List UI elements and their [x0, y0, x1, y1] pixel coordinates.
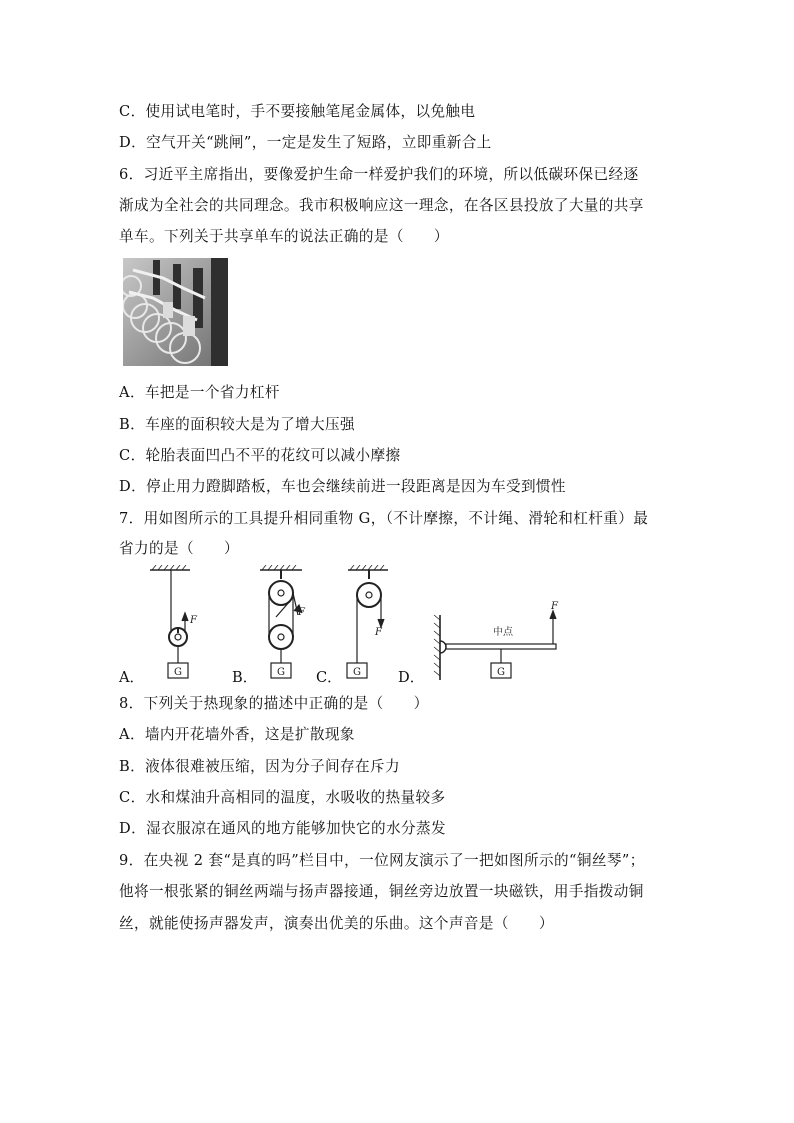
figure-b-pulley-block — [260, 565, 302, 678]
question-9-line-3: 丝，就能使扬声器发声，演奏出优美的乐曲。这个声音是（ ） — [119, 915, 554, 932]
q8-option-a: A．墙内开花墙外香，这是扩散现象 — [119, 726, 355, 743]
q8-option-b: B．液体很难被压缩，因为分子间存在斥力 — [119, 758, 401, 775]
figure-c-fixed-pulley — [347, 565, 388, 678]
figure-a-force-label: F — [190, 615, 197, 626]
figure-c-weight-label: G — [353, 667, 361, 678]
figure-b-force-label: F — [298, 607, 305, 618]
question-8: 8．下列关于热现象的描述中正确的是（ ） — [119, 695, 429, 712]
figure-option-d-label: D． — [398, 669, 425, 686]
question-7-line-2: 省力的是（ ） — [119, 540, 239, 557]
figure-b-weight-label: G — [277, 667, 285, 678]
q5-option-d: D．空气开关“跳闸”，一定是发生了短路，立即重新合上 — [119, 134, 492, 151]
q6-option-b: B．车座的面积较大是为了增大压强 — [119, 416, 356, 433]
question-6-line-2: 渐成为全社会的共同理念。我市积极响应这一理念，在各区县投放了大量的共享 — [119, 197, 644, 214]
q6-option-d: D．停止用力蹬脚踏板，车也会继续前进一段距离是因为车受到惯性 — [119, 478, 566, 495]
figure-option-b-label: B． — [232, 669, 258, 686]
figure-a-movable-pulley — [150, 565, 190, 678]
q6-option-a: A．车把是一个省力杠杆 — [119, 384, 280, 401]
pulley-lever-figures — [110, 565, 590, 690]
q8-option-c: C．水和煤油升高相同的温度，水吸收的热量较多 — [119, 789, 446, 806]
figure-d-force-label: F — [551, 601, 558, 612]
pulley-diagrams — [110, 565, 590, 690]
figure-option-a-label: A． — [119, 669, 145, 686]
question-6-line-3: 单车。下列关于共享单车的说法正确的是（ ） — [119, 228, 449, 245]
shared-bicycles-photo — [123, 258, 228, 366]
question-7-line-1: 7．用如图所示的工具提升相同重物 G，（不计摩擦，不计绳、滑轮和杠杆重）最 — [119, 510, 649, 527]
figure-d-weight-label: G — [497, 667, 505, 678]
figure-d-midpoint-label: 中点 — [493, 627, 513, 638]
question-9-line-1: 9．在央视 2 套“是真的吗”栏目中，一位网友演示了一把如图所示的“铜丝琴”； — [119, 852, 645, 869]
figure-a-weight-label: G — [174, 667, 182, 678]
figure-option-c-label: C． — [316, 669, 342, 686]
q5-option-c: C．使用试电笔时，手不要接触笔尾金属体，以免触电 — [119, 103, 476, 120]
figure-d-lever — [434, 611, 556, 680]
question-6-line-1: 6．习近平主席指出，要像爱护生命一样爱护我们的环境，所以低碳环保已经逐 — [119, 166, 639, 183]
question-9-line-2: 他将一根张紧的铜丝两端与扬声器接通，铜丝旁边放置一块磁铁，用手指拨动铜 — [119, 883, 644, 900]
q6-option-c: C．轮胎表面凹凸不平的花纹可以减小摩擦 — [119, 447, 401, 464]
figure-c-force-label: F — [375, 627, 382, 638]
q8-option-d: D．湿衣服凉在通风的地方能够加快它的水分蒸发 — [119, 820, 446, 837]
